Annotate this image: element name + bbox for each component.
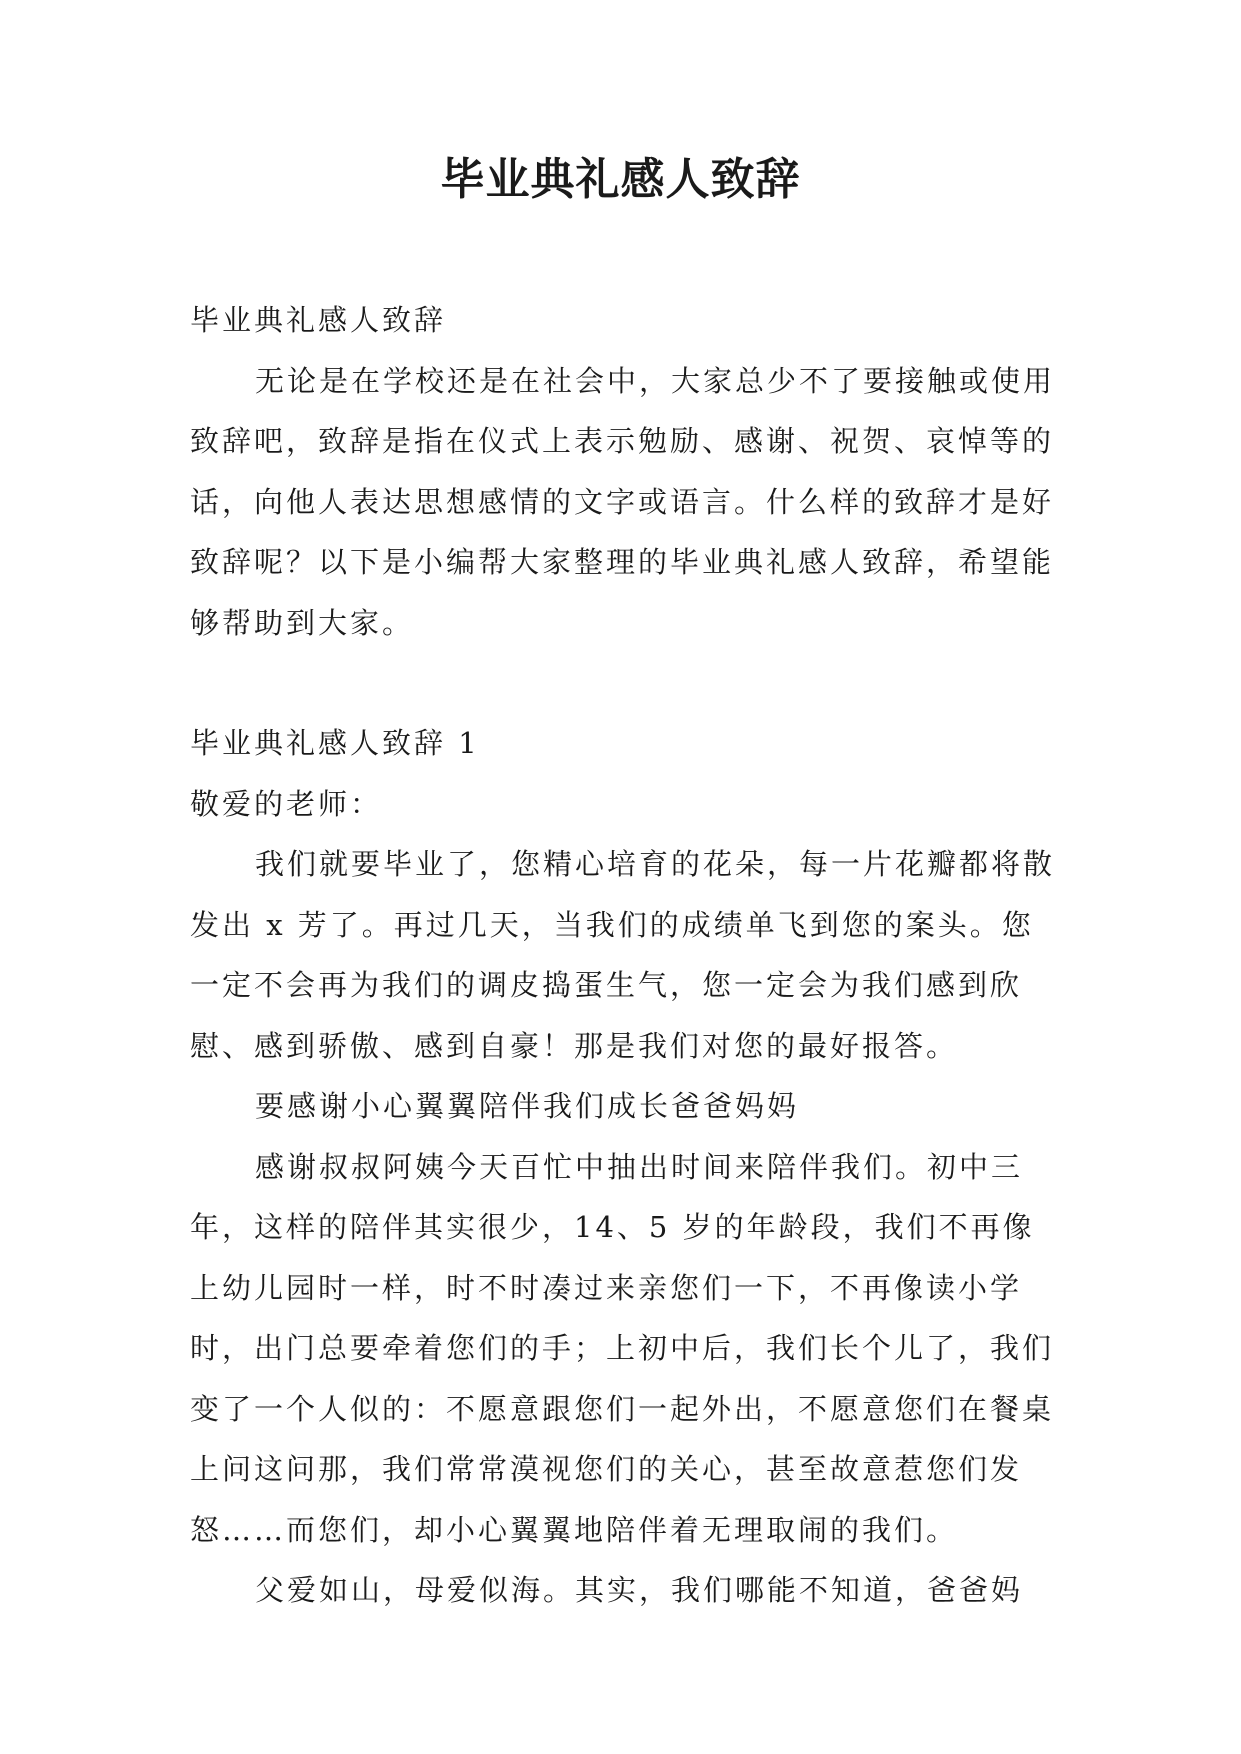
subtitle: 毕业典礼感人致辞: [190, 303, 447, 337]
salutation: 敬爱的老师：: [190, 786, 383, 821]
document-title: 毕业典礼感人致辞: [440, 154, 801, 205]
body-paragraph: 要感谢小心翼翼陪伴我们成长爸爸妈妈: [255, 1089, 800, 1123]
section-gap: [190, 653, 1058, 713]
intro-paragraph: 无论是在学校还是在社会中，大家总少不了要接触或使用致辞吧，致辞是指在仪式上表示勉励、感谢、祝贺、哀悼等的话，向他人表达思想感情的文字或语言。什么样的致辞才是好致辞呢？以下是小编帮大家整理的毕业典礼感人致辞，希望能够帮助到大家。: [190, 363, 1056, 640]
body-paragraph: 父爱如山，母爱似海。其实，我们哪能不知道，爸爸妈: [255, 1573, 1024, 1607]
body-paragraph: 我们就要毕业了，您精心培育的花朵，每一片花瓣都将散发出 x 芳了。再过几天，当我们的成绩单飞到您的案头。您一定不会再为我们的调皮捣蛋生气，您一定会为我们感到欣慰、感到骄傲、感到自豪！那是我们对您的最好报答。: [190, 847, 1056, 1063]
body-paragraph: 感谢叔叔阿姨今天百忙中抽出时间来陪伴我们。初中三年，这样的陪伴其实很少，14、5 岁的年龄段，我们不再像上幼儿园时一样，时不时凑过来亲您们一下，不再像读小学时，出门总要牵着您们的手；上初中后，我们长个儿了，我们变了一个人似的：不愿意跟您们一起外出，不愿意您们在餐桌上问这问那，我们常常漠视您们的关心，甚至故意惹您们发怒……而您们，却小心翼翼地陪伴着无理取闹的我们。: [190, 1149, 1055, 1547]
document-body: [190, 290, 1058, 1621]
section-heading: 毕业典礼感人致辞 1: [190, 726, 480, 760]
